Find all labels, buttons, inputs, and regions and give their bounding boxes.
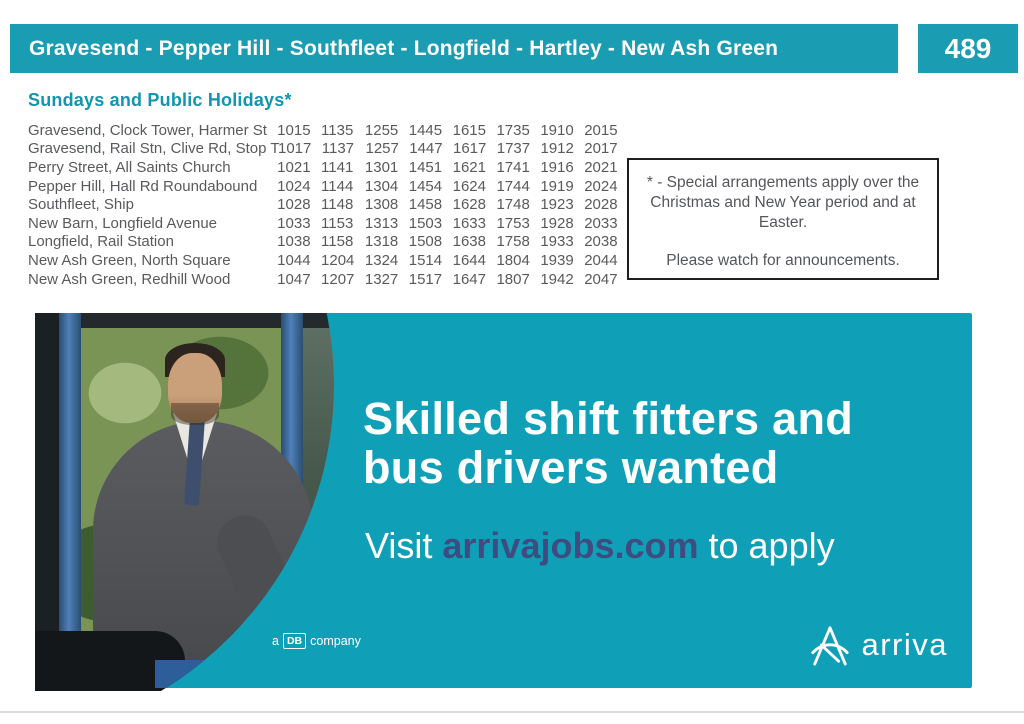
time-cell: 1748 [496, 196, 530, 214]
note-text-primary: * - Special arrangements apply over the Christmas and New Year period and at Easter. [646, 174, 920, 231]
stop-name: Gravesend, Rail Stn, Clive Rd, Stop T [28, 140, 280, 158]
time-cell: 2017 [584, 140, 618, 158]
timetable-row [28, 177, 628, 196]
route-number-badge [918, 24, 1018, 73]
ad-headline-line2: bus drivers wanted [363, 441, 779, 493]
time-cell: 1135 [321, 121, 354, 139]
time-cell: 1804 [496, 251, 530, 269]
time-cell: 1628 [452, 196, 486, 214]
scan-edge-line [0, 711, 1024, 713]
time-cell: 1324 [364, 251, 399, 269]
time-cell: 2047 [584, 270, 618, 288]
ad-visit-line [365, 525, 835, 567]
time-cell: 1158 [321, 233, 354, 251]
stop-name: Pepper Hill, Hall Rd Roundabound [28, 177, 258, 195]
note-box [627, 158, 939, 280]
time-cell: 1741 [496, 158, 530, 176]
time-cell: 1638 [452, 233, 486, 251]
time-cell: 1916 [540, 158, 574, 176]
time-cell: 1445 [408, 121, 443, 139]
time-cell: 1033 [277, 214, 311, 232]
time-cell: 1753 [496, 214, 530, 232]
stop-name: Gravesend, Clock Tower, Harmer St [28, 121, 267, 139]
time-cell: 1942 [540, 270, 574, 288]
timetable-row [28, 158, 628, 177]
ad-headline [363, 395, 853, 492]
time-cell: 1021 [277, 158, 311, 176]
time-cell: 1621 [452, 158, 486, 176]
time-cell: 1015 [277, 121, 311, 139]
timetable-row [28, 195, 628, 214]
time-cell: 1919 [540, 177, 574, 195]
time-cell: 1327 [364, 270, 399, 288]
time-cell: 2044 [584, 251, 618, 269]
time-cell: 1647 [452, 270, 486, 288]
stop-name: Perry Street, All Saints Church [28, 158, 231, 176]
time-cell: 1758 [496, 233, 530, 251]
time-cell: 1451 [408, 158, 443, 176]
stop-name: Southfleet, Ship [28, 196, 134, 214]
timetable-section-heading: Sundays and Public Holidays* [28, 90, 292, 110]
db-logo: DB [283, 633, 306, 649]
arriva-wordmark: arriva [861, 627, 948, 662]
time-cell: 1038 [277, 233, 311, 251]
time-cell: 1912 [540, 140, 574, 158]
visit-suffix: to apply [698, 525, 835, 566]
time-cell: 1318 [364, 233, 399, 251]
time-cell: 1517 [408, 270, 443, 288]
time-cell: 1633 [452, 214, 486, 232]
timetable-row [28, 251, 628, 270]
time-cell: 1148 [321, 196, 354, 214]
time-cell: 1508 [408, 233, 443, 251]
time-cell: 1807 [496, 270, 530, 288]
timetable-row [28, 270, 628, 289]
time-cell: 1928 [540, 214, 574, 232]
timetable-row [28, 214, 628, 233]
time-cell: 1304 [364, 177, 399, 195]
time-cell: 1744 [496, 177, 530, 195]
time-cell: 1028 [277, 196, 311, 214]
time-cell: 1617 [453, 140, 487, 158]
note-text-secondary: Please watch for announcements. [666, 252, 900, 270]
time-cell: 1153 [321, 214, 354, 232]
timetable-row [28, 121, 628, 140]
time-cell: 1255 [364, 121, 399, 139]
note-spacer [639, 232, 927, 251]
time-cell: 1644 [452, 251, 486, 269]
time-cell: 1308 [364, 196, 399, 214]
time-cell: 1141 [321, 158, 354, 176]
stop-name: New Ash Green, Redhill Wood [28, 270, 231, 288]
stop-name: New Barn, Longfield Avenue [28, 214, 218, 232]
arrivajobs-link: arrivajobs.com [442, 525, 699, 566]
time-cell: 1137 [321, 140, 355, 158]
db-prefix: a [272, 634, 279, 648]
time-cell: 2021 [584, 158, 618, 176]
time-cell: 1144 [321, 177, 354, 195]
time-cell: 1923 [540, 196, 574, 214]
time-cell: 1939 [540, 251, 574, 269]
time-cell: 1044 [277, 251, 311, 269]
visit-prefix: Visit [365, 525, 443, 566]
time-cell: 1204 [321, 251, 355, 269]
driver-beard [171, 403, 219, 425]
time-cell: 1503 [408, 214, 443, 232]
time-cell: 2015 [584, 121, 618, 139]
stop-name: Longfield, Rail Station [28, 233, 174, 251]
driver-hand [261, 601, 303, 627]
time-cell: 1615 [452, 121, 486, 139]
db-suffix: company [310, 634, 361, 648]
timetable-row [28, 233, 628, 252]
db-company-line [272, 633, 361, 649]
time-cell: 1207 [321, 270, 355, 288]
time-cell: 1737 [496, 140, 531, 158]
time-cell: 2024 [584, 177, 618, 195]
route-header-bar [10, 24, 898, 73]
time-cell: 1017 [278, 140, 312, 158]
recruitment-banner [35, 313, 972, 688]
time-cell: 2028 [584, 196, 618, 214]
time-cell: 1624 [452, 177, 486, 195]
route-title: Gravesend - Pepper Hill - Southfleet - Longfield - Hartley - New Ash Green [29, 36, 779, 60]
time-cell: 1024 [277, 177, 311, 195]
time-cell: 1301 [364, 158, 399, 176]
arriva-logo-icon [809, 622, 851, 668]
time-cell: 2033 [584, 214, 618, 232]
bus-driver-photo [35, 313, 393, 688]
bus-dashboard [155, 660, 295, 688]
timetable [28, 121, 628, 288]
time-cell: 1447 [409, 140, 443, 158]
time-cell: 1047 [277, 270, 311, 288]
arriva-logo [809, 622, 948, 668]
time-cell: 1458 [408, 196, 443, 214]
photo-window-frame-top [35, 313, 393, 328]
time-cell: 1454 [408, 177, 443, 195]
ad-headline-line1: Skilled shift fitters and [363, 393, 854, 444]
time-cell: 1257 [365, 140, 399, 158]
time-cell: 1514 [408, 251, 443, 269]
stop-name: New Ash Green, North Square [28, 251, 231, 269]
route-number: 489 [944, 32, 992, 64]
time-cell: 2038 [584, 233, 618, 251]
time-cell: 1313 [364, 214, 399, 232]
time-cell: 1910 [540, 121, 574, 139]
time-cell: 1735 [496, 121, 530, 139]
timetable-row [28, 140, 628, 159]
time-cell: 1933 [540, 233, 574, 251]
